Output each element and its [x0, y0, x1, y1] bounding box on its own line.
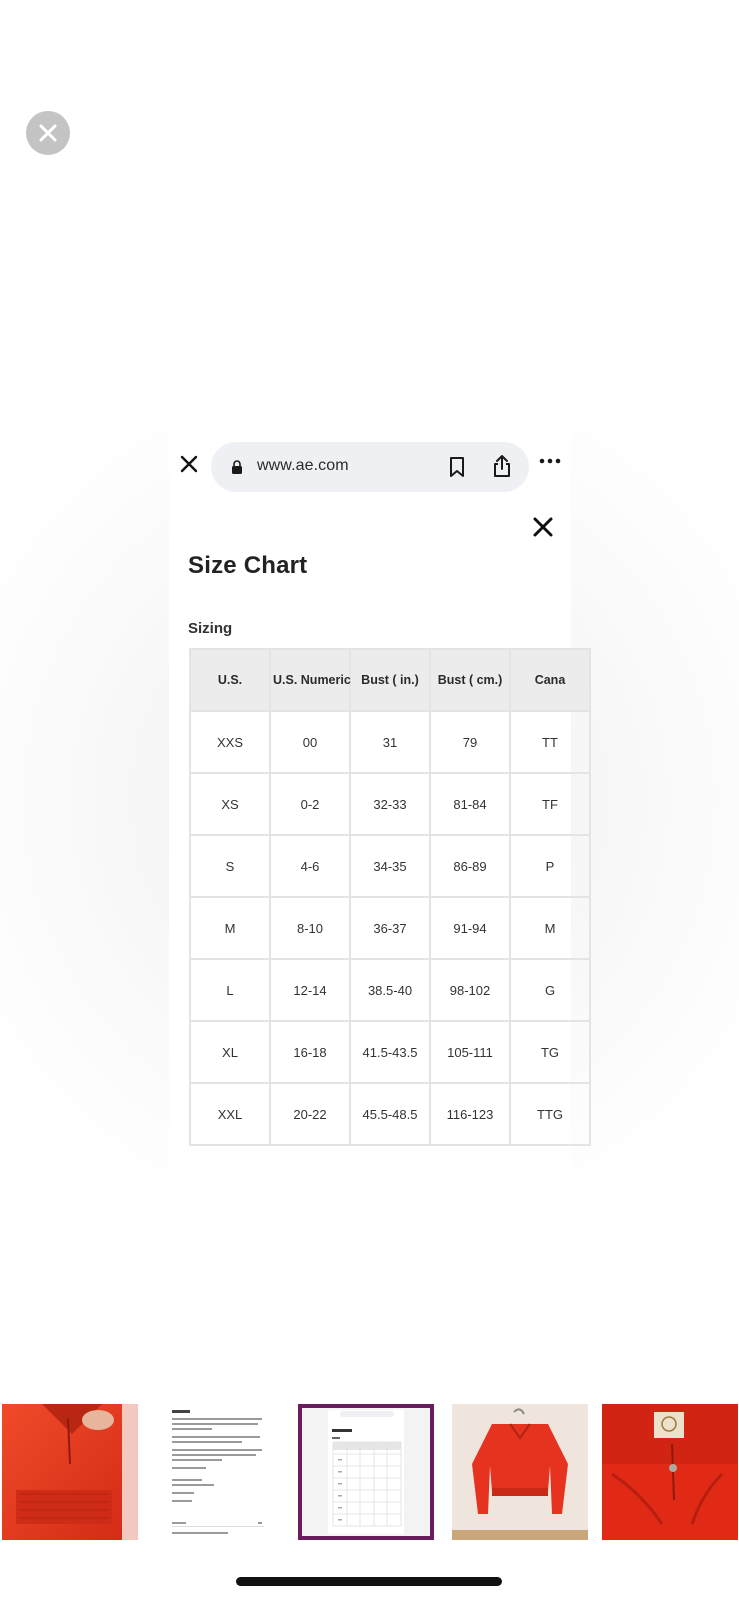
table-cell: 81-84 [430, 773, 510, 835]
table-cell: 98-102 [430, 959, 510, 1021]
column-header: Bust ( cm.) [430, 649, 510, 711]
column-header: Bust ( in.) [350, 649, 430, 711]
table-cell: 36-37 [350, 897, 430, 959]
thumbnail-sweater-hanging[interactable] [452, 1404, 588, 1540]
table-cell: S [190, 835, 270, 897]
table-cell: L [190, 959, 270, 1021]
table-cell: 8-10 [270, 897, 350, 959]
table-row [190, 711, 590, 773]
size-table [189, 648, 591, 1146]
table-cell: 16-18 [270, 1021, 350, 1083]
size-chart-image [298, 1404, 434, 1540]
browser-close-icon[interactable] [179, 454, 199, 474]
table-cell: P [510, 835, 590, 897]
table-cell: XL [190, 1021, 270, 1083]
home-indicator [236, 1577, 502, 1586]
more-icon[interactable] [539, 456, 561, 466]
table-cell: TT [510, 711, 590, 773]
size-table-scroll[interactable] [189, 648, 566, 1146]
browser-toolbar [169, 430, 571, 500]
listing-text-image [150, 1404, 286, 1540]
viewed-screenshot [169, 430, 571, 1170]
table-cell: M [510, 897, 590, 959]
thumbnail-sweater-tag[interactable] [602, 1404, 738, 1540]
table-cell: 4-6 [270, 835, 350, 897]
column-header: U.S. Numeric [270, 649, 350, 711]
table-row [190, 835, 590, 897]
modal-close-icon[interactable] [532, 516, 554, 538]
table-cell: M [190, 897, 270, 959]
table-cell: TF [510, 773, 590, 835]
thumbnail-red-sweater[interactable] [2, 1404, 138, 1540]
table-cell: 45.5-48.5 [350, 1083, 430, 1145]
share-icon[interactable] [491, 454, 513, 478]
table-cell: 41.5-43.5 [350, 1021, 430, 1083]
table-cell: 91-94 [430, 897, 510, 959]
close-icon [38, 123, 58, 143]
table-row [190, 897, 590, 959]
column-header: U.S. [190, 649, 270, 711]
table-cell: XXS [190, 711, 270, 773]
table-row [190, 773, 590, 835]
table-cell: TG [510, 1021, 590, 1083]
table-cell: 86-89 [430, 835, 510, 897]
column-header: Cana [510, 649, 590, 711]
table-cell: XS [190, 773, 270, 835]
table-header-row [190, 649, 590, 711]
table-cell: XXL [190, 1083, 270, 1145]
table-cell: 116-123 [430, 1083, 510, 1145]
table-cell: TTG [510, 1083, 590, 1145]
table-cell: G [510, 959, 590, 1021]
thumbnail-strip [0, 1404, 739, 1540]
section-label: Sizing [188, 620, 233, 637]
table-cell: 00 [270, 711, 350, 773]
address-bar[interactable] [211, 442, 529, 492]
table-row [190, 959, 590, 1021]
table-cell: 31 [350, 711, 430, 773]
table-cell: 32-33 [350, 773, 430, 835]
table-cell: 0-2 [270, 773, 350, 835]
sweater-hanging-image [452, 1404, 588, 1540]
viewer-close-button[interactable] [26, 111, 70, 155]
url-text: www.ae.com [257, 457, 349, 474]
table-cell: 12-14 [270, 959, 350, 1021]
modal-title: Size Chart [188, 552, 308, 579]
table-row [190, 1083, 590, 1145]
thumbnail-size-chart[interactable] [298, 1404, 434, 1540]
table-row [190, 1021, 590, 1083]
bookmark-icon[interactable] [447, 456, 467, 478]
thumbnail-listing-text[interactable] [150, 1404, 286, 1540]
table-cell: 105-111 [430, 1021, 510, 1083]
table-cell: 34-35 [350, 835, 430, 897]
table-cell: 79 [430, 711, 510, 773]
table-cell: 38.5-40 [350, 959, 430, 1021]
lock-icon [231, 460, 243, 474]
sweater-tag-image [602, 1404, 738, 1540]
sweater-photo-image [2, 1404, 138, 1540]
table-cell: 20-22 [270, 1083, 350, 1145]
